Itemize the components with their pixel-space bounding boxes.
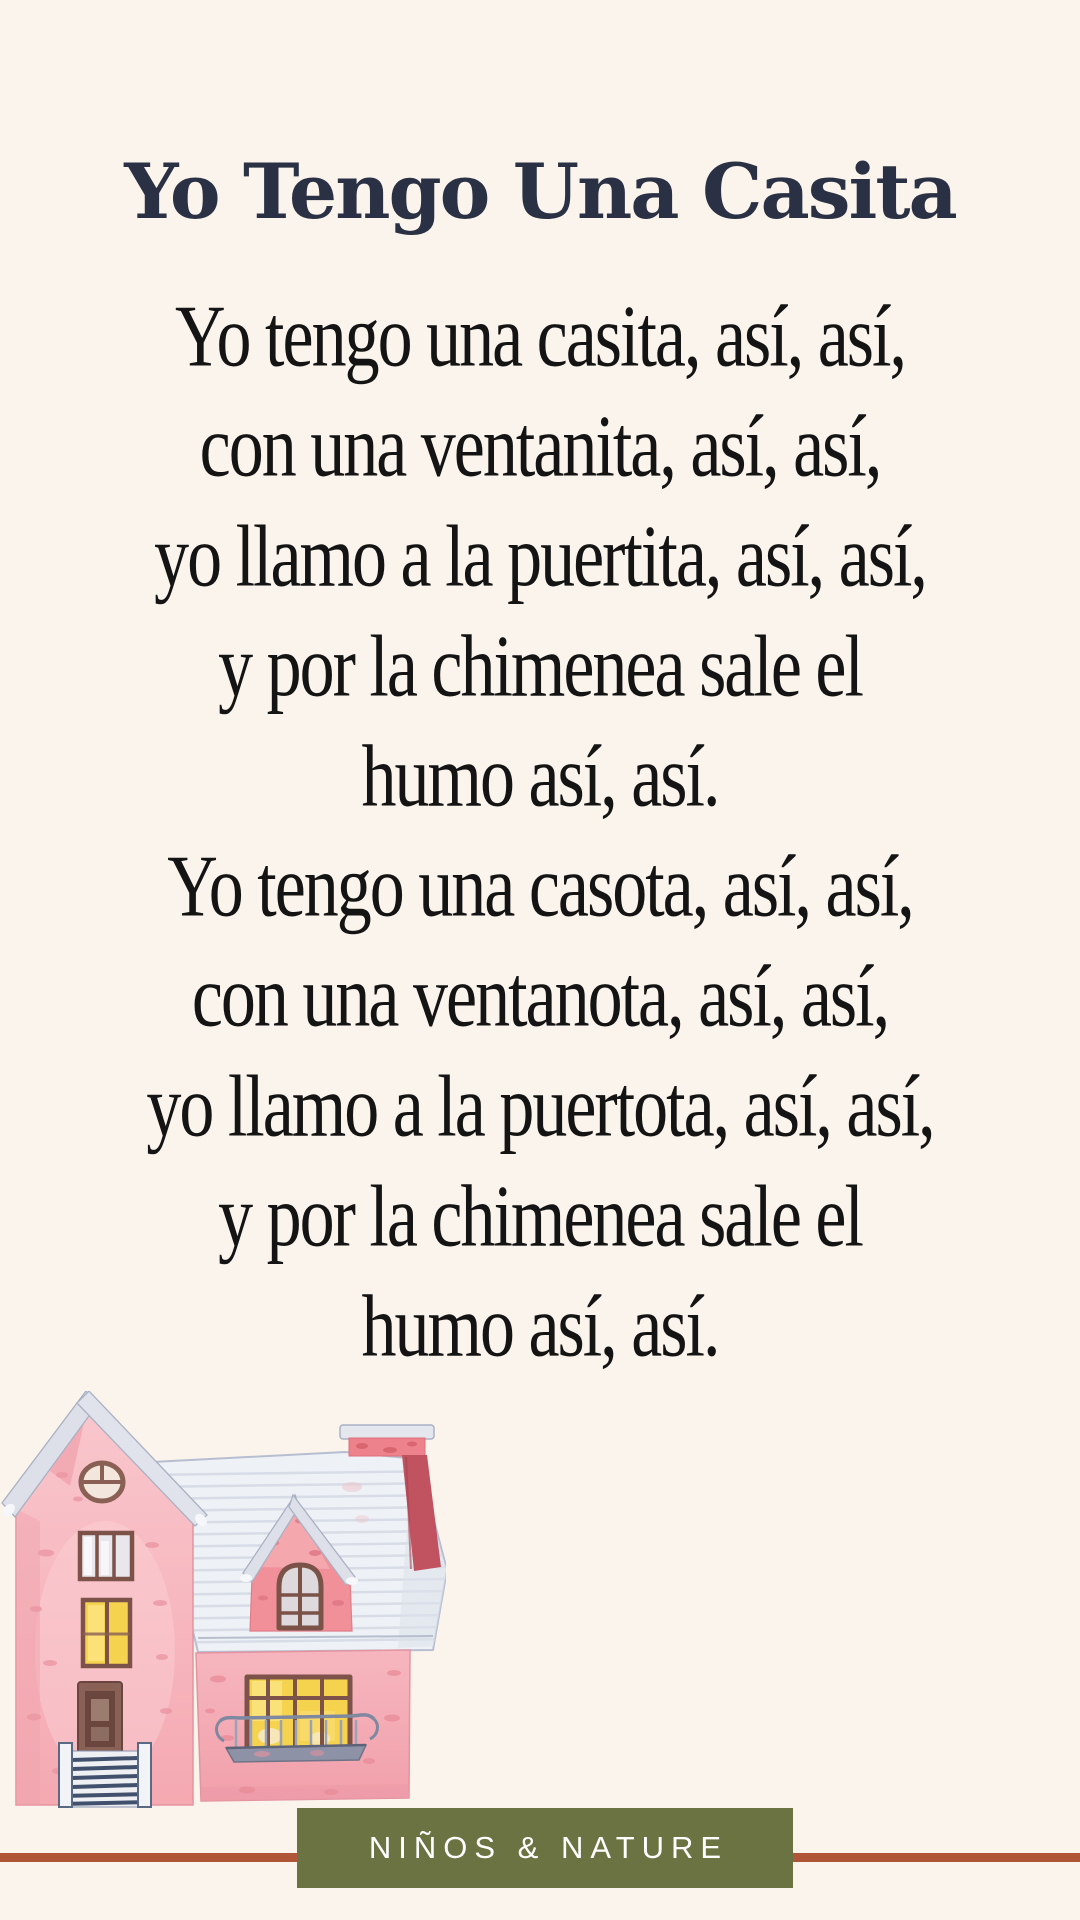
poem-line: y por la chimenea sale el xyxy=(218,619,862,716)
poem-line: y por la chimenea sale el xyxy=(218,1169,862,1266)
poem-line: yo llamo a la puertita, así, así, xyxy=(154,509,926,606)
poem-line: humo así, así. xyxy=(361,1279,719,1376)
brand-badge-label: NIÑOS & NATURE xyxy=(368,1830,729,1865)
poem-line: Yo tengo una casota, así, así, xyxy=(167,839,913,936)
poem-line: con una ventanita, así, así, xyxy=(199,399,881,496)
dormer-arched-window xyxy=(279,1565,321,1628)
round-window xyxy=(81,1463,123,1501)
page-title: Yo Tengo Una Casita xyxy=(124,147,956,236)
poem-line: humo así, así. xyxy=(361,729,719,826)
right-wall xyxy=(196,1650,410,1801)
pane-window xyxy=(80,1533,132,1579)
poem-line: con una ventanota, así, así, xyxy=(191,949,889,1046)
lit-window xyxy=(83,1600,130,1666)
front-door xyxy=(78,1682,122,1756)
lit-balcony-window xyxy=(247,1677,350,1750)
brand-badge xyxy=(297,1808,793,1888)
left-tower xyxy=(1,1391,210,1807)
front-steps xyxy=(59,1743,151,1807)
poem-line: yo llamo a la puertota, así, así, xyxy=(146,1059,934,1156)
poem-line: Yo tengo una casita, así, así, xyxy=(175,289,905,386)
pink-house-illustration xyxy=(0,1391,446,1817)
poem-text xyxy=(0,283,1080,1383)
